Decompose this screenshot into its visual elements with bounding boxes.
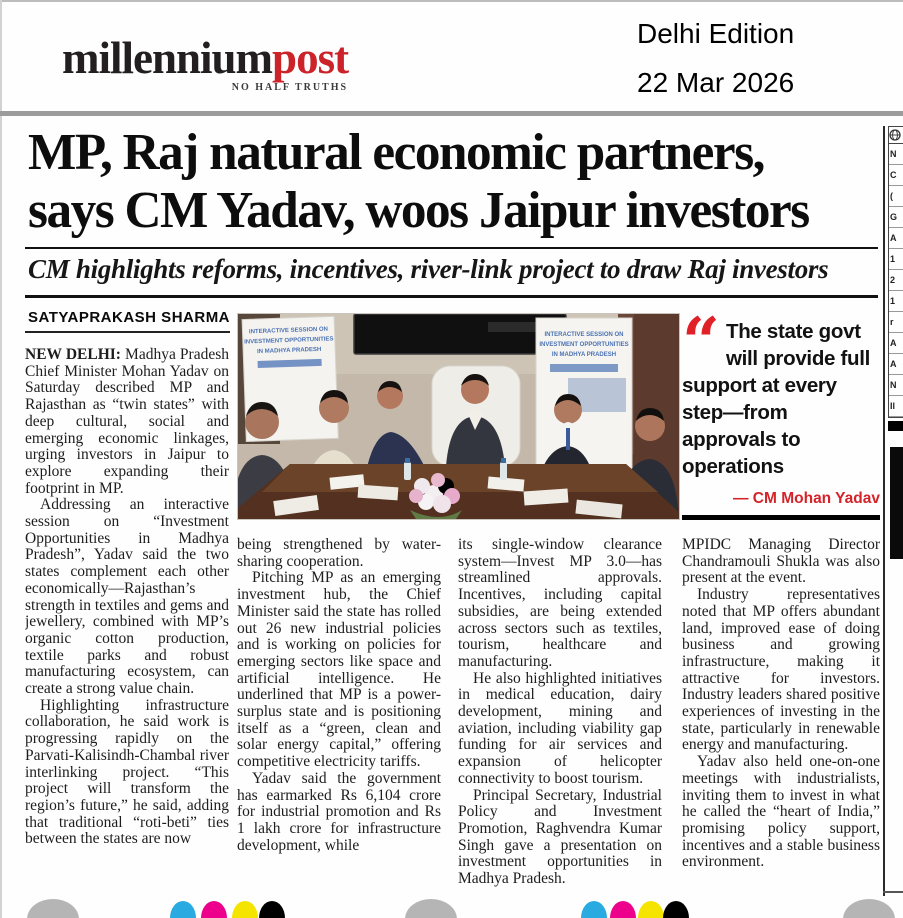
byline: SATYAPRAKASH SHARMA (28, 309, 231, 326)
edition-date: 22 Mar 2026 (637, 67, 795, 98)
banner-line: IN MADHYA PRADESH (256, 346, 322, 356)
paragraph: its single-window clearance system—Invest MP 3.0—has streamlined approvals. Incentives, including capital subsidies, are being extended across sectors such as textiles, tourism, healthcare and manufacturing. (458, 537, 662, 670)
edge-fragment: 2 (889, 270, 903, 291)
paragraph: Industry representatives noted that MP offers abundant land, improved ease of doing business and growing infrastructure, making it attractive for investors. Industry leaders shared positive experiences of investing in the state, particularly in renewable energy and manufacturing. (682, 586, 880, 754)
edge-black-bar (888, 421, 903, 431)
registration-mark-magenta (201, 901, 227, 918)
article-column-2 (237, 537, 441, 896)
registration-mark-black (663, 901, 689, 918)
registration-mark-cyan (581, 901, 607, 918)
paragraph: Yadav said the government has earmarked Rs 6,104 crore for industrial promotion and Rs 1 lakh crore for infrastructure development, while (237, 769, 441, 854)
edge-fragment: Il (889, 396, 903, 417)
adjacent-column-fragment (883, 126, 903, 896)
meeting-photo-illustration (238, 314, 679, 519)
edge-fragment: N (889, 144, 903, 165)
edge-fragment: ( (889, 186, 903, 207)
banner-line: INVESTMENT OPPORTUNITIES (244, 336, 334, 346)
dateline: NEW DELHI: (25, 347, 121, 363)
paragraph: Addressing an interactive session on “Investment Opportunities in Madhya Pradesh”, Yadav said the two states complement each other economically—Rajasthan’s strength in textiles and gems and jewellery, combined with MP’s organic cotton production, textile parks and robust manufacturing ecosystem, can create a strong value chain. (25, 496, 229, 698)
edge-fragment: 1 (889, 291, 903, 312)
paragraph (25, 347, 229, 497)
pull-quote-text: The state govt will provide full support at every step—from approvals to operations (682, 320, 871, 478)
right-banner (536, 318, 632, 470)
logo-wordmark (62, 33, 349, 83)
registration-mark-cyan (170, 901, 196, 918)
pull-quote (682, 303, 880, 520)
page-edge-left (0, 0, 2, 918)
logo-millennium: millennium (62, 33, 273, 83)
edition-name: Delhi Edition (637, 18, 795, 49)
paragraph: Pitching MP as an emerging investment hub, the Chief Minister said the state has rolled out 26 new industrial policies and is working on policies for emerging sectors like space and artificial intelligence. He underlined that MP is a power-surplus state and is positioning itself as a “green, clean and solar energy capital,” offering competitive electricity tariffs. (237, 569, 441, 771)
subheadline-rule (25, 295, 878, 298)
paragraph-text: Madhya Pradesh Chief Minister Mohan Yadav on Saturday described MP and Rajasthan as “twin states” with deep cultural, social and emerging economic linkages, urging investors in Jaipur to explore expanding their footprint in MP. (25, 347, 229, 497)
edge-fragment: A (889, 333, 903, 354)
article-column-3 (458, 537, 662, 896)
edition-block (637, 18, 794, 116)
edge-fragment: C (889, 165, 903, 186)
subheadline: CM highlights reforms, incentives, river-link project to draw Raj investors (28, 254, 829, 284)
cm-figure (432, 366, 520, 466)
paragraph: being strengthened by water-sharing cooperation. (237, 537, 441, 570)
paragraph: MPIDC Managing Director Chandramouli Shukla was also present at the event. (682, 537, 880, 587)
article-column-4 (682, 537, 880, 896)
masthead-logo (62, 33, 349, 93)
logo-post: post (272, 33, 349, 83)
meeting-photo (237, 313, 680, 520)
headline-line-1: MP, Raj natural economic partners, (28, 124, 764, 181)
banner-line: IN MADHYA PRADESH (551, 352, 617, 358)
pull-quote-attribution: — CM Mohan Yadav (733, 490, 880, 507)
registration-mark-black (259, 901, 285, 918)
open-quote-icon: “ (682, 303, 720, 381)
headline-rule (25, 247, 878, 249)
edge-fragment: N (889, 375, 903, 396)
logo-tagline: NO HALF TRUTHS (231, 82, 349, 93)
paragraph: Highlighting infrastructure collaboration, he said work is progressing rapidly on the Parvati-Kalisindh-Chambal river interlinking project. “This project will transform the region’s future,” he said, adding that traditional “roti-beti” ties between the states are now (25, 696, 229, 848)
registration-mark-gray (405, 899, 457, 918)
registration-mark-gray (27, 899, 79, 918)
edge-table-fragment (888, 126, 903, 418)
banner-line: INVESTMENT OPPORTUNITIES (539, 342, 629, 348)
edge-corner-rule (883, 891, 903, 893)
headline (28, 124, 880, 240)
edge-fragment: A (889, 228, 903, 249)
paragraph: He also highlighted initiatives in medical education, dairy development, mining and aviation, including viability gap funding for air services and expansion of helicopter connectivity to boost tourism. (458, 669, 662, 787)
edge-fragment: A (889, 354, 903, 375)
headline-line-2: says CM Yadav, woos Jaipur investors (28, 182, 809, 239)
registration-mark-gray (843, 899, 895, 918)
registration-mark-magenta (610, 901, 636, 918)
pull-quote-rule (682, 515, 880, 520)
globe-icon (889, 127, 903, 144)
banner-line: INTERACTIVE SESSION ON (544, 332, 624, 338)
edge-fragment: r (889, 312, 903, 333)
registration-mark-yellow (638, 901, 664, 918)
banner-line: INTERACTIVE SESSION ON (248, 326, 329, 336)
edge-black-image (890, 447, 903, 559)
article-column-1 (25, 347, 229, 896)
edge-fragment: 1 (889, 249, 903, 270)
paragraph: Yadav also held one-on-one meetings with industrialists, inviting them to invest in what he called the “heart of India,” promising policy support, incentives and a stable business environment. (682, 753, 880, 871)
registration-mark-yellow (232, 901, 258, 918)
masthead-divider (0, 111, 903, 116)
paragraph: Principal Secretary, Industrial Policy and Investment Promotion, Raghvendra Kumar Singh gave a presentation on investment opportunities in Madhya Pradesh. (458, 786, 662, 888)
page-edge-top (0, 0, 903, 2)
edge-fragment: G (889, 207, 903, 228)
byline-rule (25, 331, 230, 333)
